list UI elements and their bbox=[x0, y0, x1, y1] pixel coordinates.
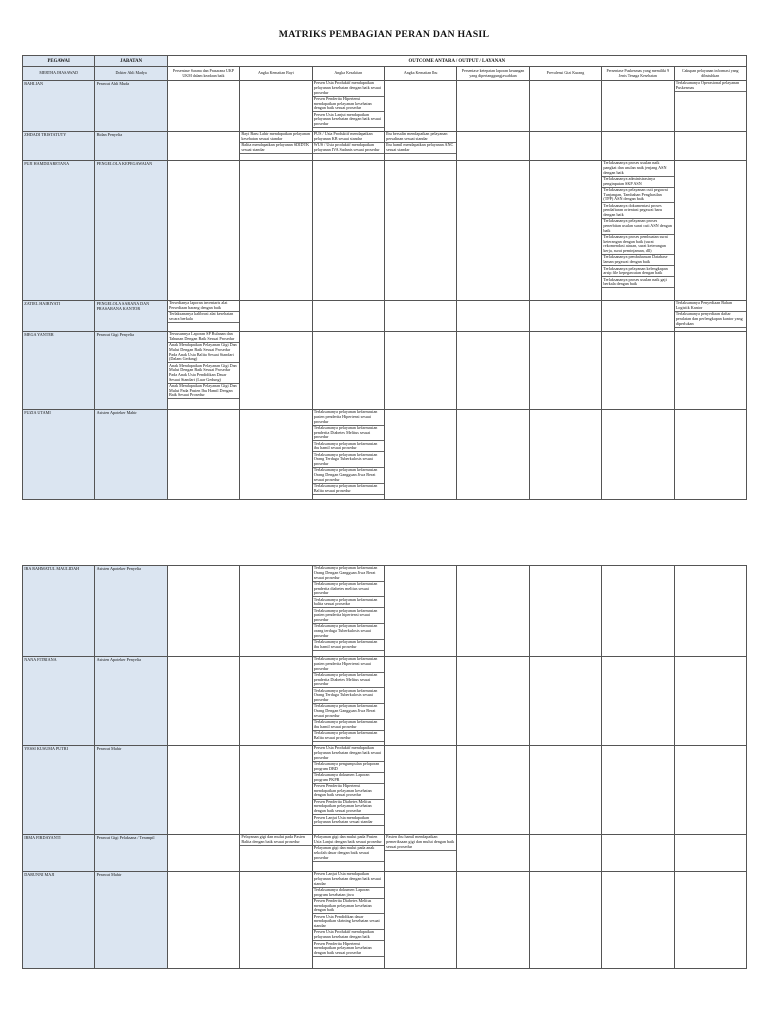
output-cell bbox=[675, 81, 747, 132]
column-header-pegawai: PEGAWAI bbox=[23, 56, 95, 67]
output-item: Pelayanan gigi dan mulut pada anak sekolah dasar dengan baik sesuai prosedur bbox=[313, 846, 384, 862]
output-item: Persen Lanjut Usia mendapatkan pelayanan kesehatan sesuai standar bbox=[313, 815, 384, 826]
output-cell bbox=[530, 132, 602, 161]
output-cell bbox=[168, 301, 240, 332]
output-item: Anak Mendapatkan Pelayanan Gigi Dan Mulut Dengan Baik Sesuai Prosedur Pada Anak Usia Pendidikan Dasar Sesuai Standart (Luar Gedung) bbox=[168, 363, 239, 383]
output-item: Terlaksananya pelayanan kefarmasian orang terduga Tuberkulosis sesuai prosedur bbox=[313, 624, 384, 640]
output-cell bbox=[457, 132, 529, 161]
output-item: Terlaksananya pelayanan kefarmasian ibu hamil sesuai prosedur bbox=[313, 720, 384, 731]
employee-cell bbox=[23, 872, 95, 969]
output-item: Persen Usia Produktif mendapatkan pelayanan kesehatan dengan baik sesuai prosedur bbox=[313, 81, 384, 97]
output-item: Terlaksananya pelayanan kefarmasian Orang Dengan Gangguan Jiwa Berat sesuai prosedur bbox=[313, 704, 384, 720]
output-cell bbox=[385, 301, 457, 332]
output-cell bbox=[385, 81, 457, 132]
output-item: Persen Usia Produktif mendapatkan pelayanan kesehatan dengan baik bbox=[313, 930, 384, 941]
output-cell bbox=[602, 835, 674, 872]
output-item: Persen Penderita Diabetes Melitus mendapatkan pelayanan kesehatan dengan baik sesuai prosedur bbox=[313, 800, 384, 816]
position-cell bbox=[95, 872, 167, 969]
column-header-jabatan: JABATAN bbox=[95, 56, 167, 67]
output-cell bbox=[168, 332, 240, 410]
output-cell bbox=[240, 81, 312, 132]
output-cell bbox=[530, 566, 602, 657]
employee-cell bbox=[23, 746, 95, 835]
output-item: Persen Lanjut Usia mendapatkan pelayanan kesehatan dengan baik sesuai standar bbox=[313, 872, 384, 888]
employee-name: IRA RAHMATUL MAULIDAH bbox=[24, 566, 80, 571]
output-item: Persen Usia Produktif mendapatkan pelayanan kesehatan dengan baik sesuai prosedur bbox=[313, 746, 384, 762]
output-cell bbox=[385, 872, 457, 969]
output-cell bbox=[457, 872, 529, 969]
position-cell bbox=[95, 81, 167, 132]
output-cell bbox=[602, 410, 674, 500]
output-item: Terlaksananya pengumpulan pelaporan program DBD bbox=[313, 762, 384, 773]
outcome-header: Angka Kematian Ibu bbox=[385, 67, 457, 81]
position-cell bbox=[95, 657, 167, 746]
output-cell bbox=[457, 746, 529, 835]
output-cell bbox=[313, 81, 385, 132]
output-cell bbox=[675, 301, 747, 332]
output-item: Terlaksananya pelayanan kefarmasian Orang Dengan Gangguan Jiwa Berat sesuai prosedur bbox=[313, 468, 384, 484]
output-item: Terlaksananya pelayanan kefarmasian penderita Diabetes Melitus sesuai prosedur bbox=[313, 426, 384, 442]
output-cell bbox=[675, 566, 747, 657]
output-cell bbox=[530, 835, 602, 872]
output-item: Ibu hamil mendapatkan pelayanan ANC sesuai standar bbox=[385, 143, 456, 154]
position-title: Perawat Gigi Pelaksana / Terampil bbox=[96, 835, 155, 840]
output-cell bbox=[240, 746, 312, 835]
output-cell bbox=[457, 566, 529, 657]
output-cell bbox=[530, 657, 602, 746]
output-cell bbox=[530, 332, 602, 410]
output-item: Persen Penderita Hipertensi mendapatkan pelayanan kesehatan dengan baik sesuai prosedur bbox=[313, 97, 384, 113]
output-item: Anak Mendapatkan Pelayanan Gigi Dan Mulut Dengan Baik Sesuai Prosedur Pada Anak Usia Balita Sesuai Standart (Dalam Gedung) bbox=[168, 343, 239, 363]
output-item: Terlaksananya kalibrasi alat kesehatan secara berkala bbox=[168, 312, 239, 323]
outcome-header: Prevalensi Gizi Kurang bbox=[530, 67, 602, 81]
output-cell bbox=[602, 872, 674, 969]
outcome-header: Persentase ketepatan laporan keuangan yang dipertanggungjawabkan bbox=[457, 67, 529, 81]
output-item: Pelayanan gigi dan mulut pada Pasien Balita dengan baik sesuai prosedur bbox=[240, 835, 311, 846]
output-item: Terlaksananya penyediaan daftar peralatan dan perlengkapan kantor yang diperlukan bbox=[675, 312, 746, 328]
output-item: Terlaksananya pelayanan kefarmasian pasien penderita Hipertensi sesuai prosedur bbox=[313, 410, 384, 426]
output-cell bbox=[602, 332, 674, 410]
output-cell bbox=[457, 161, 529, 301]
output-cell bbox=[602, 81, 674, 132]
output-item: Persen Usia Lanjut mendapatkan pelayanan kesehatan dengan baik sesuai prosedur bbox=[313, 112, 384, 128]
output-item: Persen Penderita Hipertensi mendapatkan pelayanan kesehatan dengan baik sesuai prosedur bbox=[313, 784, 384, 800]
output-cell bbox=[313, 872, 385, 969]
output-cell bbox=[168, 81, 240, 132]
output-cell bbox=[385, 161, 457, 301]
output-item: Terlaksananya pembaharuan Database laman pegawai dengan baik bbox=[602, 255, 673, 266]
output-cell bbox=[457, 410, 529, 500]
position-title: Perawat Gigi Penyelia bbox=[96, 332, 135, 337]
output-cell bbox=[602, 301, 674, 332]
output-cell bbox=[240, 332, 312, 410]
outcome-header: Angka Kesakitan bbox=[313, 67, 385, 81]
position-title: Perawat Mahir bbox=[96, 746, 122, 751]
output-item: Terlaksananya dokumen Laporan program PKPR bbox=[313, 773, 384, 784]
output-item: Terlaksananya pelayanan kefarmasian balita sesuai prosedur bbox=[313, 597, 384, 608]
employee-name: MEGA YANTER bbox=[24, 332, 54, 337]
output-item: Terlaksananya proses usulan naik gaji berkala dengan baik bbox=[602, 277, 673, 288]
lead-position-title: Dokter Ahli Madya bbox=[95, 67, 167, 81]
output-cell bbox=[240, 161, 312, 301]
output-cell bbox=[602, 657, 674, 746]
employee-name: ZATIEL HAIRIYATI bbox=[24, 301, 60, 306]
output-item: Terlaksananya pelayanan kefarmasian Orang Terduga Tuberkulosis sesuai prosedur bbox=[313, 452, 384, 468]
employee-cell bbox=[23, 410, 95, 500]
output-cell bbox=[385, 657, 457, 746]
output-item: Persen Penderita Hipertensi mendapatkan pelayanan kesehatan dengan baik sesuai prosedur bbox=[313, 941, 384, 957]
output-cell bbox=[457, 835, 529, 872]
output-cell bbox=[168, 835, 240, 872]
document-title: MATRIKS PEMBAGIAN PERAN DAN HASIL bbox=[278, 29, 490, 40]
output-item: Terlaksananya pelayanan kelengkapan arsip file kepegawaian dengan baik bbox=[602, 266, 673, 277]
output-item: Terlaksananya pelayanan kefarmasian Orang Terduga Tuberkulosis sesuai prosedur bbox=[313, 688, 384, 704]
output-cell bbox=[457, 81, 529, 132]
output-cell bbox=[240, 872, 312, 969]
employee-cell bbox=[23, 835, 95, 872]
output-cell bbox=[385, 746, 457, 835]
output-cell bbox=[240, 835, 312, 872]
column-header-outcome: OUTCOME ANTARA / OUTPUT / LAYANAN bbox=[168, 56, 747, 67]
output-cell bbox=[457, 301, 529, 332]
output-item: Anak Mendapatkan Pelayanan Gigi Dan Mulut Pada Pasien Ibu Hamil Dengan Baik Sesuai Prosedur bbox=[168, 384, 239, 400]
position-title: Perawat Ahli Muda bbox=[96, 81, 130, 86]
output-item: Persen Usia Pendidikan dasar mendapatkan skrining kesehatan sesuai standar bbox=[313, 914, 384, 930]
position-cell bbox=[95, 410, 167, 500]
output-item: Terlaksananya pelayanan kefarmasian pasien penderita Hipertensi sesuai prosedur bbox=[313, 657, 384, 673]
position-title: Perawat Mahir bbox=[96, 872, 122, 877]
position-title: Asisten Apoteker Mahir bbox=[96, 410, 137, 415]
employee-name: YESSI KUSUMA PUTRI bbox=[24, 746, 68, 751]
output-item: Pelayanan gigi dan mulut pada Pasien Usia Lanjut dengan baik sesuai prosedur bbox=[313, 835, 384, 846]
output-cell bbox=[313, 132, 385, 161]
output-item: Terlaksananya pelayanan kefarmasian penderita diabetes melitus sesuai prosedur bbox=[313, 582, 384, 598]
employee-cell bbox=[23, 657, 95, 746]
matrix-table-page-2 bbox=[22, 565, 747, 969]
position-title: Asisten Apoteker Penyelia bbox=[96, 566, 142, 571]
output-item: Terlaksananya dokumen Laporan program kesehatan jiwa bbox=[313, 888, 384, 899]
output-cell bbox=[313, 410, 385, 500]
output-cell bbox=[313, 301, 385, 332]
output-item: Terlaksananya pelayanan kefarmasian Orang Dengan Gangguan Jiwa Berat sesuai prosedur bbox=[313, 566, 384, 582]
output-cell bbox=[530, 81, 602, 132]
employee-name: DARUNNI MAJI bbox=[24, 872, 55, 877]
output-item: Tersedianya laporan inventaris alat Persediaan barang dengan baik bbox=[168, 301, 239, 312]
employee-cell bbox=[23, 161, 95, 301]
position-cell bbox=[95, 746, 167, 835]
position-cell bbox=[95, 566, 167, 657]
output-item: Balita mendapatkan pelayanan SDIDTK sesuai standar bbox=[240, 143, 311, 154]
output-item: Terlaksananya Penyediaan Bahan Logistik Kantor bbox=[675, 301, 746, 312]
employee-name: NANA FITRIANA bbox=[24, 657, 57, 662]
matrix-table-page-1 bbox=[22, 55, 747, 500]
output-cell bbox=[675, 332, 747, 410]
output-item: Ibu bersalin mendapatkan pelayanan persalinan sesuai standar bbox=[385, 132, 456, 143]
output-cell bbox=[313, 332, 385, 410]
outcome-header: Angka Kematian Bayi bbox=[240, 67, 312, 81]
output-cell bbox=[675, 132, 747, 161]
output-item: Terlaksananya Operasional pelayanan Puskesmas bbox=[675, 81, 746, 92]
output-cell bbox=[168, 746, 240, 835]
output-cell bbox=[675, 161, 747, 301]
output-cell bbox=[313, 161, 385, 301]
output-cell bbox=[240, 301, 312, 332]
output-item: Terlaksananya pelayanan cuti pegawai Tunjangan, Tambahan Penghasilan (TPP) ASN dengan baik bbox=[602, 188, 673, 204]
output-cell bbox=[385, 835, 457, 872]
lead-employee-name: MERTHA JHASAWAD bbox=[23, 67, 95, 81]
output-cell bbox=[530, 301, 602, 332]
output-cell bbox=[385, 332, 457, 410]
output-item: Terlaksananya pelayanan kefarmasian Balita sesuai prosedur bbox=[313, 484, 384, 495]
output-cell bbox=[530, 410, 602, 500]
output-item: Terlaksananya dokumentasi proses pendaftaran orientasi pegawai baru dengan baik bbox=[602, 203, 673, 219]
employee-cell bbox=[23, 81, 95, 132]
employee-cell bbox=[23, 566, 95, 657]
employee-name: ZHDADI TRISTATUTY bbox=[24, 132, 67, 137]
output-cell bbox=[602, 132, 674, 161]
output-item: Terlaksananya pelayanan kefarmasian penderita Diabetes Melitus sesuai prosedur bbox=[313, 673, 384, 689]
output-cell bbox=[313, 746, 385, 835]
output-cell bbox=[602, 746, 674, 835]
position-title: PENGELOLA SARANA DAN PRASARANA KANTOR bbox=[96, 301, 150, 311]
output-cell bbox=[385, 132, 457, 161]
output-cell bbox=[313, 657, 385, 746]
output-item: Terlaksananya pelayanan proses penerbitan usulan surat cuti ASN dengan baik bbox=[602, 219, 673, 235]
output-cell bbox=[313, 566, 385, 657]
position-cell bbox=[95, 332, 167, 410]
output-item: WUS / Usia produktif mendapatkan pelayanan IVA Sadanis sesuai prosedur bbox=[313, 143, 384, 154]
outcome-header: Cakupan pelayanan informasi yang dibutuhkan bbox=[675, 67, 747, 81]
output-cell bbox=[168, 161, 240, 301]
output-cell bbox=[530, 161, 602, 301]
position-cell bbox=[95, 132, 167, 161]
output-cell bbox=[240, 657, 312, 746]
output-item: Pasien ibu hamil mendapatkan pemeriksaan gigi dan mulut dengan baik sesuai prosedur bbox=[385, 835, 456, 851]
output-item: Bayi Baru Lahir mendapatkan pelayanan kesehatan sesuai standar bbox=[240, 132, 311, 143]
output-cell bbox=[602, 566, 674, 657]
outcome-header: Persentase Sarana dan Prasarana UKP UKM dalam keadaan baik bbox=[168, 67, 240, 81]
output-cell bbox=[168, 566, 240, 657]
output-cell bbox=[240, 410, 312, 500]
output-cell bbox=[675, 657, 747, 746]
position-title: Asisten Apoteker Penyelia bbox=[96, 657, 142, 662]
output-cell bbox=[530, 872, 602, 969]
output-item: PUS / Usia Produktif mendapatkan pelayanan KB sesuai standar bbox=[313, 132, 384, 143]
employee-name: FUZIA UTAMI bbox=[24, 410, 51, 415]
position-cell bbox=[95, 161, 167, 301]
output-cell bbox=[385, 410, 457, 500]
output-item: Terlaksananya proses usulan naik pangkat dan usulan naik jenjang ASN dengan baik bbox=[602, 161, 673, 177]
output-cell bbox=[457, 332, 529, 410]
employee-cell bbox=[23, 132, 95, 161]
output-cell bbox=[240, 566, 312, 657]
outcome-header: Persentase Puskesmas yang memiliki 9 Jenis Tenaga Kesehatan bbox=[602, 67, 674, 81]
output-item: Terlaksananya pelayanan kefarmasian ibu hamil sesuai prosedur bbox=[313, 640, 384, 651]
employee-cell bbox=[23, 301, 95, 332]
output-item: Terlaksananya pelayanan kefarmasian pasien penderita hipertensi sesuai prosedur bbox=[313, 608, 384, 624]
output-cell bbox=[385, 566, 457, 657]
output-item: Persen Penderita Diabetes Melitus mendapatkan pelayanan kesehatan dengan baik bbox=[313, 899, 384, 915]
position-cell bbox=[95, 835, 167, 872]
output-cell bbox=[675, 410, 747, 500]
output-cell bbox=[675, 835, 747, 872]
position-title: PENGELOLA KEPEGAWAIAN bbox=[96, 161, 153, 166]
output-cell bbox=[240, 132, 312, 161]
output-cell bbox=[168, 132, 240, 161]
output-cell bbox=[675, 746, 747, 835]
output-cell bbox=[675, 872, 747, 969]
employee-name: BAHLIAN bbox=[24, 81, 44, 86]
output-cell bbox=[457, 657, 529, 746]
output-item: Terlaksananya administrasinya penginputan SKP ASN bbox=[602, 177, 673, 188]
output-cell bbox=[168, 872, 240, 969]
position-title: Bidan Penyelia bbox=[96, 132, 123, 137]
output-item: Terlaksananya pelayanan kefarmasian ibu hamil sesuai prosedur bbox=[313, 441, 384, 452]
output-cell bbox=[530, 746, 602, 835]
output-cell bbox=[602, 161, 674, 301]
output-cell bbox=[168, 410, 240, 500]
position-cell bbox=[95, 301, 167, 332]
output-item: Terlaksananya proses pembuatan surat keterangan dengan baik (surat rekomendasi atasan, surat keterangan kerja, surat peminjaman, dll) bbox=[602, 235, 673, 255]
employee-cell bbox=[23, 332, 95, 410]
output-item: Terlaksananya pelayanan kefarmasian Balita sesuai prosedur bbox=[313, 731, 384, 742]
output-cell bbox=[168, 657, 240, 746]
employee-name: IRMA FIRDAYANTI bbox=[24, 835, 61, 840]
employee-name: PUJI HAMDIJARETANA bbox=[24, 161, 70, 166]
output-cell bbox=[313, 835, 385, 872]
output-item: Tersusunnya Laporan SP Bulanan dan Tahunan Dengan Baik Sesuai Prosedur bbox=[168, 332, 239, 343]
